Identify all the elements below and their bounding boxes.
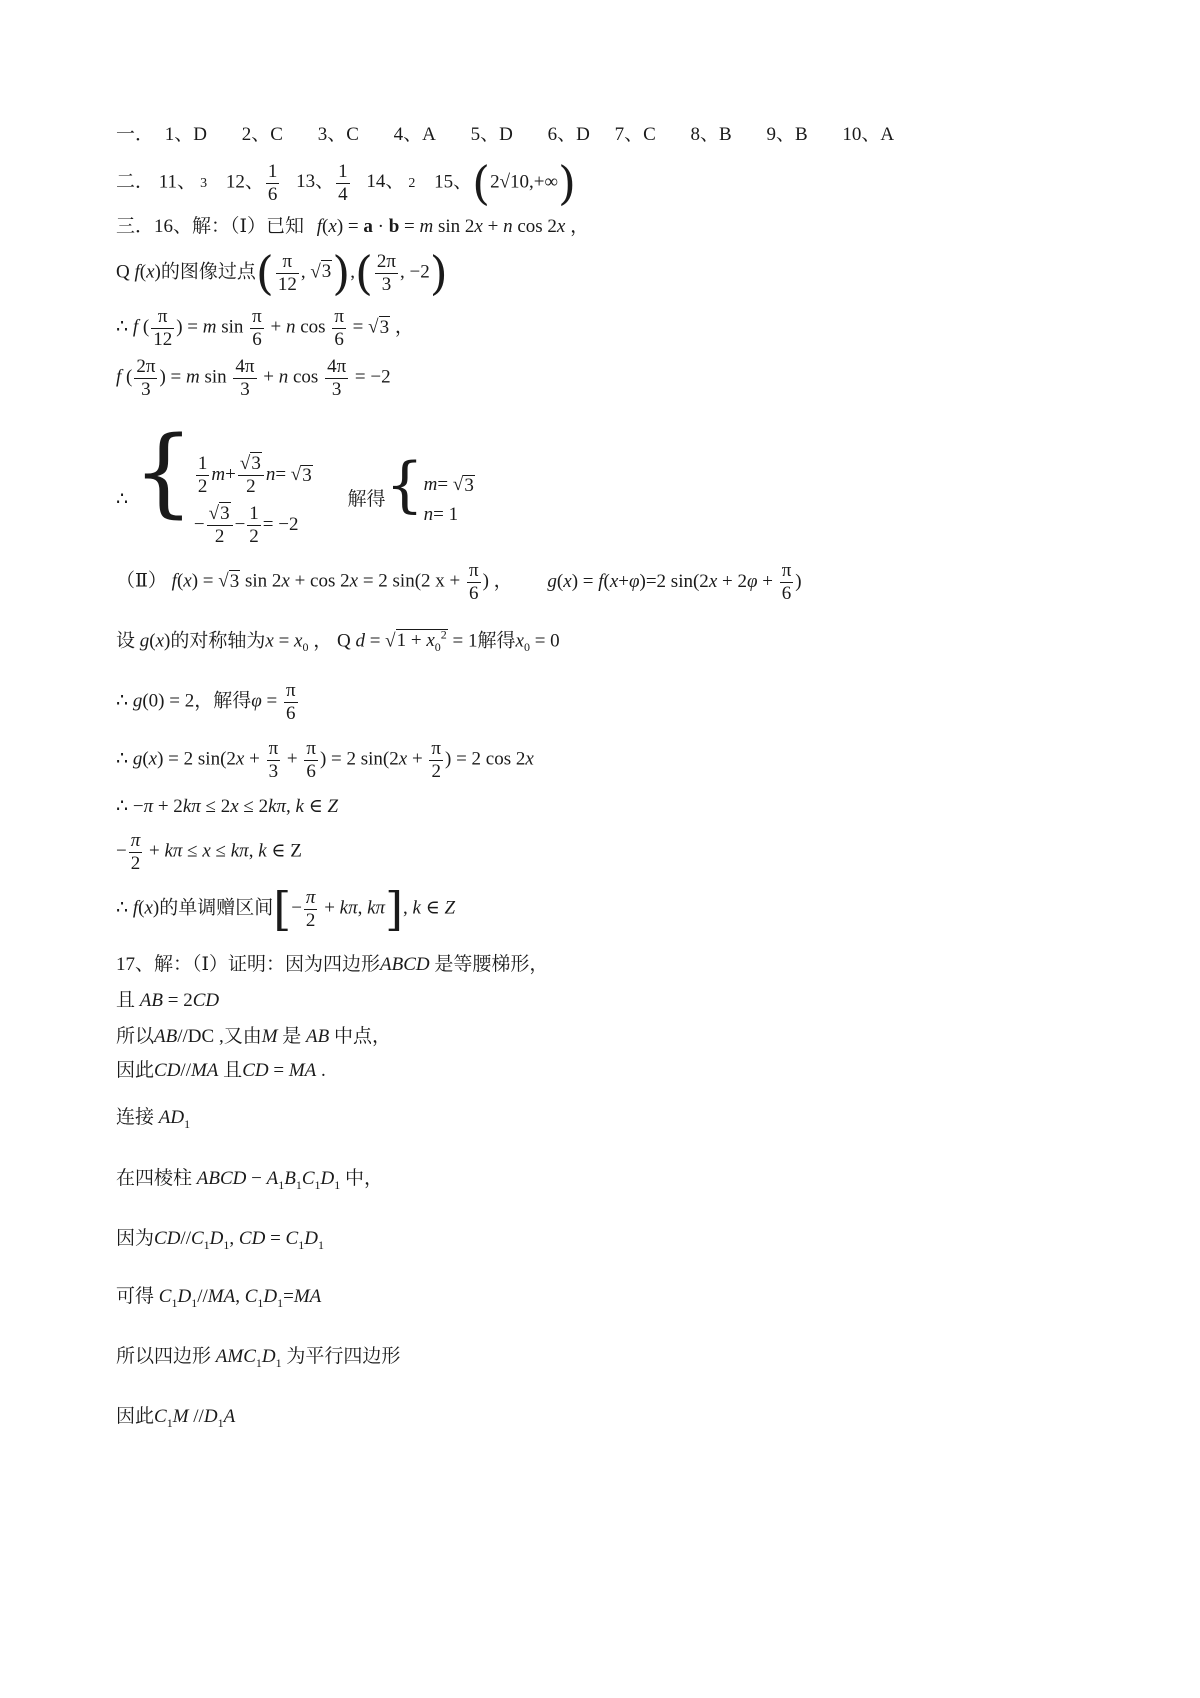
p17-line-9: 所以四边形 $AMC_1D_1$ 为平行四边形 [116, 1346, 401, 1370]
p17-heading-b: 是等腰梯形， [434, 954, 549, 975]
q12-label: 12、 [225, 171, 264, 193]
q15-left-paren: ( [472, 156, 491, 210]
p16-line-3: ∴ f ( $\frac{\pi}{12}$ ) = m sin $\frac{\pi}{6}$ + n cos $\frac{\pi}{6}$ = √3 ， [116, 306, 414, 350]
q13-label: 13、 [296, 171, 335, 193]
paren-right: ) [332, 246, 351, 300]
text-solve-3: ，解得 [194, 690, 252, 712]
paren-right-2: ) [429, 246, 448, 300]
brace-right: { [385, 450, 424, 520]
answer-8: 8、B [690, 124, 732, 145]
text-axis: 的对称轴为 [170, 630, 266, 652]
p16-line-1: 三．16、解：（Ⅰ）已知 f(x) = a · b = m sin 2x + n cos 2x ， [116, 216, 590, 237]
p17-line-5: 连接 $AD_1$ [116, 1107, 191, 1131]
p16-formula-1: f [316, 216, 323, 237]
p17-line-10: 因此$C_1M$ $//D_1A$ [116, 1406, 236, 1430]
q13-denominator: 4 [338, 183, 348, 205]
text-so: 所以 [116, 1026, 155, 1047]
q14-label: 14、 [366, 171, 405, 193]
because-symbol: Q [116, 261, 130, 283]
p16-line-2: Q f(x)的图像过点( $\frac{\pi}{12}$ , √3),( $\frac{2\pi}{3}$ , −2) [116, 246, 448, 300]
answer-1: 1、D [164, 124, 207, 145]
section-1-answers [116, 124, 924, 147]
frac-pi-12: $\frac{\pi}{12}$ [277, 250, 297, 295]
q14-answer: 2 [408, 176, 416, 192]
p16-line-5-system: ∴ { $\frac{1}{2}$ m + $\frac{√3}{2}$ n = √ 3 − $\frac{√3}{2}$ − $\frac{1}{2}$ = −2 解得{ m = √ 3 n = 1 [116, 424, 475, 551]
q11-label: 11、 [158, 171, 197, 193]
answer-10: 10、A [842, 124, 895, 145]
text-in-prism: 在四棱柱 [116, 1168, 193, 1189]
p16-line-2-text: 的图像过点 [160, 261, 256, 283]
text-in: 中， [344, 1168, 383, 1189]
p17-line-2: 且 AB = 2CD [116, 990, 220, 1011]
p17-heading: 17、解：（Ⅰ）证明：因为四边形 [116, 954, 381, 975]
q12-answer [266, 161, 280, 206]
answer-2: 2、C [241, 124, 283, 145]
text-and-2: 且 [223, 1060, 243, 1081]
text-connect: 连接 [116, 1107, 155, 1128]
answer-5: 5、D [470, 124, 513, 145]
text-let: 设 [116, 630, 136, 652]
p16-line-6: （Ⅱ） f(x) = √3 sin 2x + cos 2x = 2 sin(2 x + $\frac{\pi}{6}$ ) ， g(x) = f(x+φ)=2 sin(2x + 2φ + $\frac{\pi}{6}$ ) [116, 560, 802, 604]
q12-denominator: 6 [267, 183, 278, 205]
p16-heading: 三．16、解：（Ⅰ）已知 [116, 216, 305, 237]
frac-2pi-3: $\frac{2\pi}{3}$ [376, 250, 397, 295]
answer-4: 4、A [393, 124, 436, 145]
paren-left-2: ( [354, 246, 373, 300]
brace-left: { [132, 416, 194, 528]
text-because: 因为 [116, 1228, 155, 1249]
p16-line-9: ∴ g(x) = 2 sin(2x + $\frac{\pi}{3}$ + $\frac{\pi}{6}$ ) = 2 sin(2x + $\frac{\pi}{2}$ ) = 2 cos 2x [116, 738, 534, 782]
part-2-label: （Ⅱ） [116, 570, 167, 592]
answer-6: 6、D [547, 124, 590, 145]
bracket-right: ] [385, 882, 404, 936]
p17-line-8: 可得 $C_1D_1//MA$, $C_1D_1=MA$ [116, 1286, 322, 1310]
q11-answer: 3 [200, 176, 208, 192]
p17-line-7: 因为$CD//C_1D_1$, CD = $C_1D_1$ [116, 1228, 324, 1252]
text-also: ,又由 [218, 1026, 262, 1047]
text-parallelogram: 为平行四边形 [286, 1346, 401, 1367]
p16-line-12: ∴ f(x)的单调赠区间[− $\frac{\pi}{2}$ + kπ, kπ], k ∈ Z [116, 882, 456, 936]
p17-line-6: 在四棱柱 ABCD − $A_1B_1C_1D_1$ 中， [116, 1168, 383, 1192]
text-is: 是 [282, 1026, 302, 1047]
p16-line-8: ∴ g(0) = 2，解得φ = $\frac{\pi}{6}$ [116, 680, 296, 724]
p16-line-10: ∴ −π + 2kπ ≤ 2x ≤ 2kπ, k ∈ Z [116, 796, 339, 817]
p16-line-11: − $\frac{\pi}{2}$ + kπ ≤ x ≤ kπ, k ∈ Z [116, 830, 302, 874]
q12-numerator: 1 [267, 160, 278, 182]
equation-system: $\frac{1}{2}$ m + $\frac{√3}{2}$ n = √ 3 − $\frac{√3}{2}$ − $\frac{1}{2}$ = −2 [193, 453, 312, 548]
text-therefore: 因此 [116, 1060, 155, 1081]
section-2-label: 二． [116, 171, 155, 193]
text-increasing-interval: 的单调赠区间 [159, 897, 274, 919]
text-quadrilateral: 所以四边形 [116, 1346, 212, 1367]
answer-7: 7、C [614, 124, 656, 145]
p17-line-3: 所以AB//DC ,又由M 是 AB 中点， [116, 1026, 392, 1047]
text-and: 且 [116, 990, 136, 1011]
p16-line-4: f ( $\frac{2\pi}{3}$ ) = m sin $\frac{4\pi}{3}$ + n cos $\frac{4\pi}{3}$ = −2 [116, 356, 391, 400]
text-midpoint: 中点， [334, 1026, 392, 1047]
bracket-left: [ [273, 882, 292, 936]
q15-answer: 2√10,+∞ [490, 171, 559, 193]
q15-label: 15、 [434, 171, 473, 193]
q13-answer [336, 161, 350, 206]
p16-line-7: 设 g(x)的对称轴为$x = x_0$ ， Q $d = √1 + x_0^2 = 1$解得$x_0 = 0$ [116, 628, 560, 655]
q13-numerator: 1 [338, 160, 348, 182]
section-1-label: 一． [116, 124, 155, 145]
answer-9: 9、B [766, 124, 808, 145]
answer-3: 3、C [317, 124, 359, 145]
text-hence: 因此 [116, 1406, 155, 1427]
section-2-answers [116, 156, 576, 210]
text-get: 可得 [116, 1286, 155, 1307]
p17-line-4: 因此CD//MA 且CD = MA . [116, 1060, 326, 1081]
q15-right-paren: ) [558, 156, 576, 210]
solution-system: m = √ 3 n = 1 [423, 474, 474, 526]
p17-line-1: 17、解：（Ⅰ）证明：因为四边形ABCD 是等腰梯形， [116, 954, 549, 975]
solve-text: 解得 [347, 489, 386, 510]
text-solve-2: 解得 [477, 630, 516, 652]
paren-left: ( [255, 246, 274, 300]
